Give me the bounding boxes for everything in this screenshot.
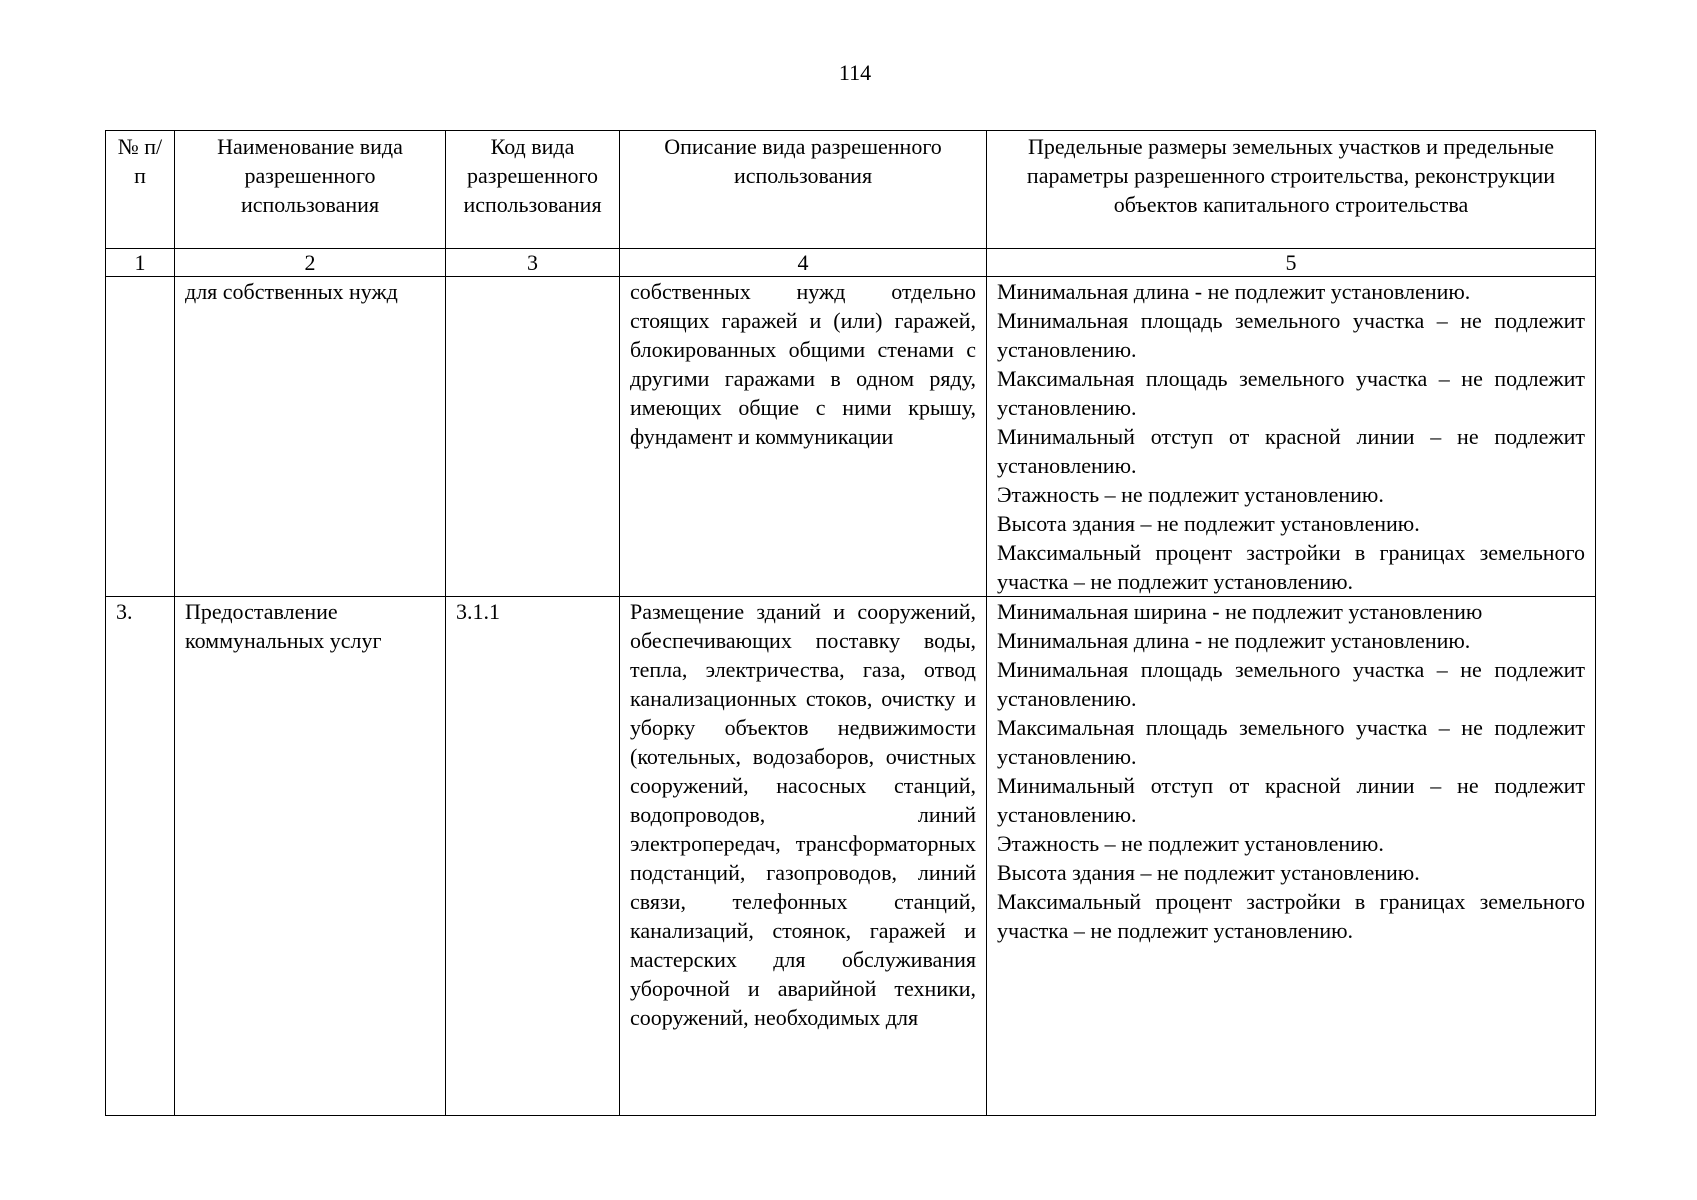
page-number: 114 — [838, 60, 872, 85]
limit-item: Минимальный отступ от красной линии – не подлежит установлению. — [997, 424, 1585, 478]
row-code: 3.1.1 — [446, 597, 620, 1116]
column-number-1: 1 — [106, 249, 175, 277]
table-row — [106, 277, 1596, 597]
limit-item: Минимальная ширина - не подлежит установлению — [997, 599, 1483, 624]
header-name: Наименование вида разрешенного использования — [175, 131, 446, 249]
column-number-5: 5 — [987, 249, 1596, 277]
row-number — [106, 277, 175, 597]
limit-item: Минимальная площадь земельного участка – не подлежит установлению. — [997, 308, 1585, 362]
limit-item: Максимальная площадь земельного участка – не подлежит установлению. — [997, 366, 1585, 420]
row-limits — [987, 597, 1596, 1116]
table-header-row — [106, 131, 1596, 249]
table-row — [106, 597, 1596, 1116]
row-code — [446, 277, 620, 597]
header-number: № п/п — [106, 131, 175, 249]
column-number-2: 2 — [175, 249, 446, 277]
limit-item: Минимальная длина - не подлежит установлению. — [997, 279, 1471, 304]
header-code: Код вида разрешенного использования — [446, 131, 620, 249]
row-number: 3. — [106, 597, 175, 1116]
row-name: для собственных нужд — [175, 277, 446, 597]
limit-item: Этажность – не подлежит установлению. — [997, 831, 1384, 856]
column-number-4: 4 — [620, 249, 987, 277]
limit-item: Минимальная площадь земельного участка – не подлежит установлению. — [997, 657, 1585, 711]
limit-item: Максимальный процент застройки в границах земельного участка – не подлежит установлению. — [997, 889, 1585, 943]
land-use-table — [105, 130, 1596, 1116]
row-description: собственных нужд отдельно стоящих гаражей и (или) гаражей, блокированных общими стенами с другими гаражами в одном ряду, имеющих общие с ними крышу, фундамент и коммуникации — [620, 277, 987, 597]
column-number-row — [106, 249, 1596, 277]
limit-item: Высота здания – не подлежит установлению. — [997, 511, 1420, 536]
row-name: Предоставление коммунальных услуг — [175, 597, 446, 1116]
row-limits — [987, 277, 1596, 597]
limit-item: Минимальный отступ от красной линии – не подлежит установлению. — [997, 773, 1585, 827]
limit-item: Максимальный процент застройки в границах земельного участка – не подлежит установлению. — [997, 540, 1585, 594]
limit-item: Максимальная площадь земельного участка – не подлежит установлению. — [997, 715, 1585, 769]
limit-item: Минимальная длина - не подлежит установлению. — [997, 628, 1471, 653]
row-description: Размещение зданий и сооружений, обеспечивающих поставку воды, тепла, электричества, газа, отвод канализационных стоков, очистку и уборку объектов недвижимости (котельных, водозаборов, очистных сооружений, насосных станций, водопроводов, линий электропередач, трансформаторных подстанций, газопроводов, линий связи, телефонных станций, канализаций, стоянок, гаражей и мастерских для обслуживания уборочной и аварийной техники, сооружений, необходимых для — [620, 597, 987, 1116]
header-description: Описание вида разрешенного использования — [620, 131, 987, 249]
header-limits: Предельные размеры земельных участков и предельные параметры разрешенного строительства, реконструкции объектов капитального строительства — [987, 131, 1596, 249]
limit-item: Этажность – не подлежит установлению. — [997, 482, 1384, 507]
limit-item: Высота здания – не подлежит установлению. — [997, 860, 1420, 885]
column-number-3: 3 — [446, 249, 620, 277]
